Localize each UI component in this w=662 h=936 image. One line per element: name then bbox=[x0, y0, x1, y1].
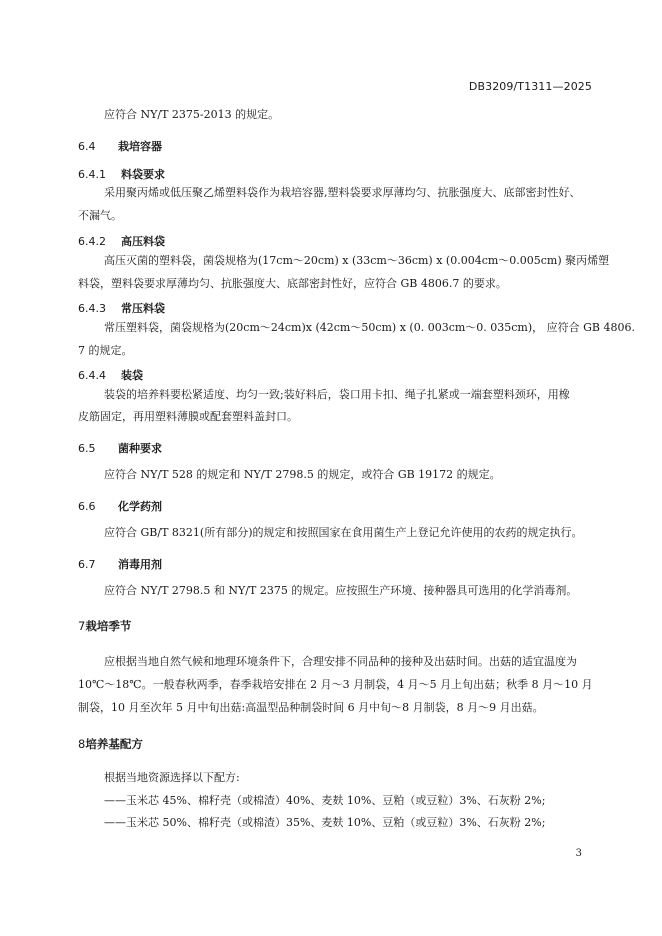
section-number: 6.4.4 bbox=[78, 369, 106, 382]
list-item: ——玉米芯 50%、棉籽壳（或棉渣）35%、麦麸 10%、豆粕（或豆粒）3%、石灰粉 2%; bbox=[104, 816, 546, 829]
paragraph-line: 应符合 NY/T 528 的规定和 NY/T 2798.5 的规定，或符合 GB 19172 的规定。 bbox=[104, 468, 501, 481]
section-heading-6-6 bbox=[78, 498, 162, 514]
paragraph-line: 常压塑料袋，菌袋规格为(20cm～24cm)x (42cm～50cm) x (0. 003cm～0. 035cm)， 应符合 GB 4806. bbox=[104, 321, 636, 334]
section-title: 常压料袋 bbox=[121, 302, 165, 315]
section-number: 6.4 bbox=[78, 140, 96, 153]
section-title: 装袋 bbox=[121, 369, 143, 382]
section-title: 培养基配方 bbox=[85, 737, 143, 751]
standard-code: DB3209/T1311—2025 bbox=[468, 80, 592, 93]
section-title: 化学药剂 bbox=[118, 500, 162, 513]
section-heading-6-4-4 bbox=[78, 367, 143, 383]
section-heading-6-4 bbox=[78, 138, 162, 154]
paragraph-line: 7 的规定。 bbox=[78, 344, 133, 357]
paragraph-line: 制袋，10 月至次年 5 月中旬出菇:高温型品种制袋时间 6 月中旬～8 月制袋，8 月～9 月出菇。 bbox=[78, 701, 544, 714]
section-number: 6.7 bbox=[78, 558, 96, 571]
paragraph-line: 皮筋固定，再用塑料薄膜或配套塑料盖封口。 bbox=[78, 410, 298, 423]
paragraph-line: 应符合 NY/T 2798.5 和 NY/T 2375 的规定。应按照生产环境、接种器具可选用的化学消毒剂。 bbox=[104, 584, 578, 597]
section-title: 栽培容器 bbox=[118, 140, 162, 153]
section-heading-6-4-3 bbox=[78, 300, 165, 316]
section-title: 料袋要求 bbox=[121, 168, 165, 181]
section-title: 消毒用剂 bbox=[118, 558, 162, 571]
paragraph-line: 应根据当地自然气候和地理环境条件下，合理安排不同品种的接种及出菇时间。出菇的适宜温度为 bbox=[104, 655, 577, 668]
section-heading-6-5 bbox=[78, 440, 162, 456]
paragraph-line: 采用聚丙烯或低压聚乙烯塑料袋作为栽培容器,塑料袋要求厚薄均匀、抗胀强度大、底部密封性好、 bbox=[104, 186, 581, 199]
paragraph-line: 应符合 GB/T 8321(所有部分)的规定和按照国家在食用菌生产上登记允许使用的农药的规定执行。 bbox=[104, 526, 583, 539]
list-item: ——玉米芯 45%、棉籽壳（或棉渣）40%、麦麸 10%、豆粕（或豆粒）3%、石灰粉 2%; bbox=[104, 794, 546, 807]
section-heading-6-4-2 bbox=[78, 233, 165, 249]
section-title: 栽培季节 bbox=[85, 619, 132, 633]
section-heading-7 bbox=[78, 618, 131, 634]
section-title: 菌种要求 bbox=[118, 442, 162, 455]
paragraph-line: 根据当地资源选择以下配方: bbox=[104, 771, 240, 784]
section-number: 6.4.1 bbox=[78, 168, 106, 181]
section-number: 6.6 bbox=[78, 500, 96, 513]
section-number: 7 bbox=[78, 619, 86, 633]
page-number: 3 bbox=[575, 848, 582, 859]
paragraph-line: 不漏气。 bbox=[78, 209, 122, 222]
paragraph-line: 高压灭菌的塑料袋，菌袋规格为(17cm～20cm) x (33cm～36cm) x (0.004cm～0.005cm) 聚丙烯塑 bbox=[104, 254, 610, 267]
section-heading-6-4-1 bbox=[78, 166, 165, 182]
section-title: 高压料袋 bbox=[121, 235, 165, 248]
paragraph-line: 装袋的培养料要松紧适度、均匀一致;装好料后，袋口用卡扣、绳子扎紧或一端套塑料颈环，用橡 bbox=[104, 388, 570, 401]
section-number: 6.4.3 bbox=[78, 302, 106, 315]
section-heading-8 bbox=[78, 736, 143, 752]
section-heading-6-7 bbox=[78, 556, 162, 572]
section-number: 8 bbox=[78, 737, 86, 751]
paragraph-line: 10℃～18℃。一般春秋两季，春季栽培安排在 2 月～3 月制袋，4 月～5 月上旬出菇；秋季 8 月～10 月 bbox=[78, 678, 593, 691]
section-number: 6.5 bbox=[78, 442, 96, 455]
section-number: 6.4.2 bbox=[78, 235, 106, 248]
paragraph-line: 料袋，塑料袋要求厚薄均匀、抗胀强度大、底部密封性好，应符合 GB 4806.7 的要求。 bbox=[78, 277, 507, 290]
paragraph-line: 应符合 NY/T 2375-2013 的规定。 bbox=[104, 108, 280, 121]
